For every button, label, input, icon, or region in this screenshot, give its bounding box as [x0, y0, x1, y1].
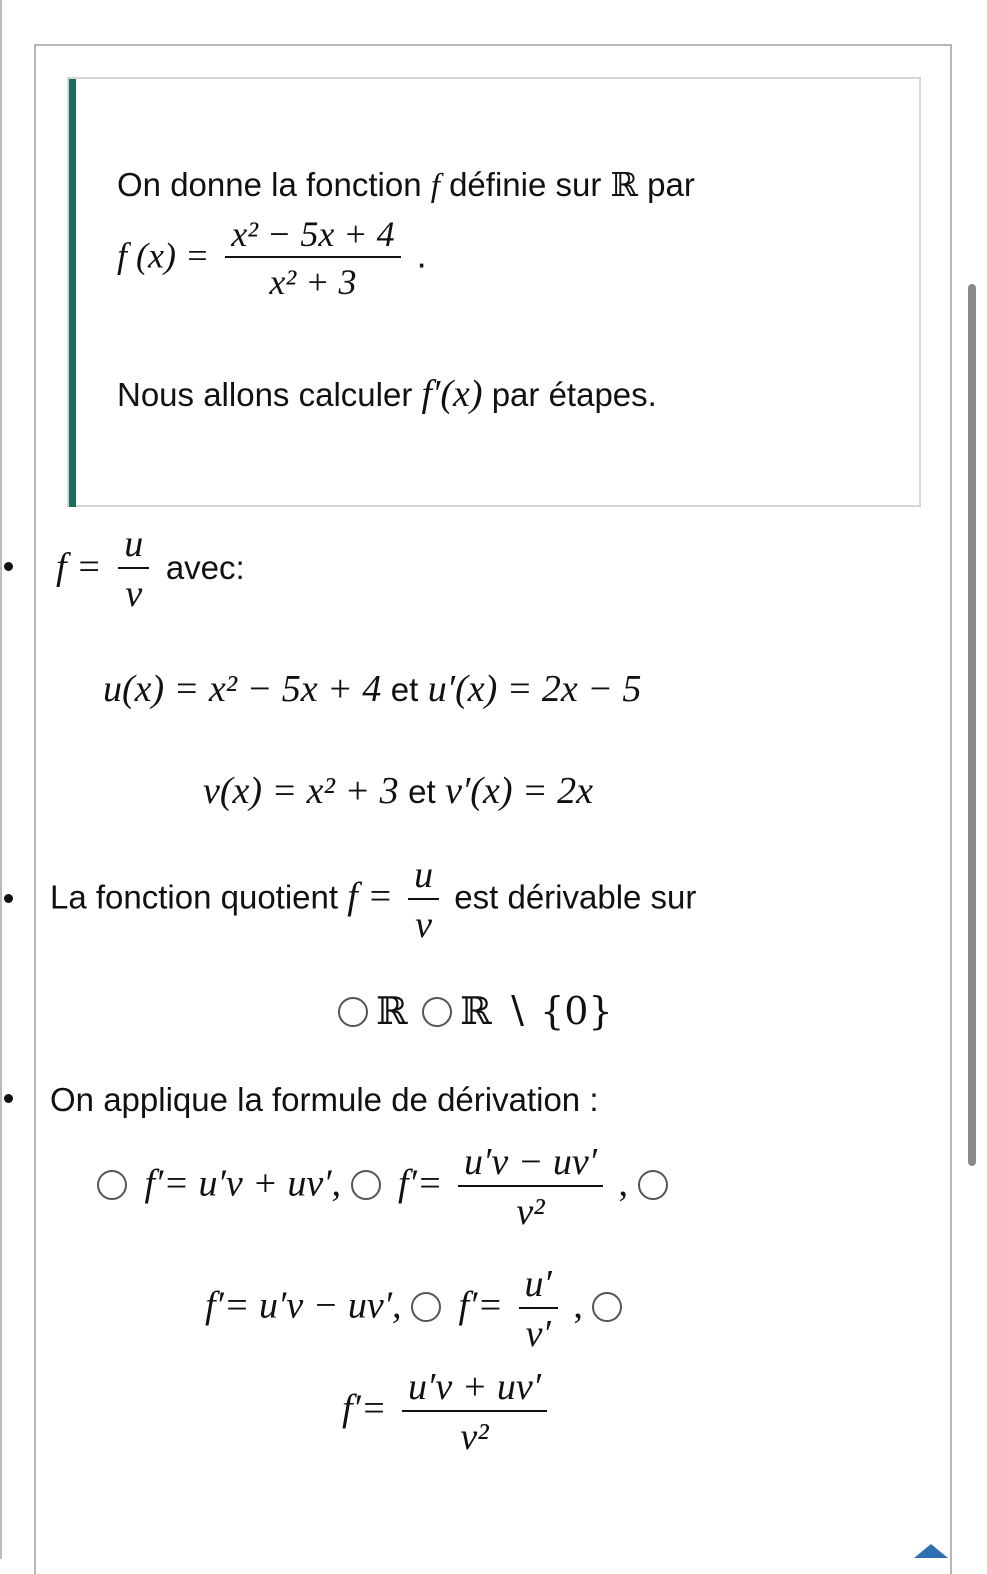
formula-5-num: u′v + uv′ — [408, 1366, 542, 1408]
radio-formula-1[interactable] — [97, 1170, 127, 1200]
step2-den: v — [408, 898, 439, 944]
intro-text-3: par — [647, 166, 695, 203]
formula-5-lhs: f′= — [342, 1387, 387, 1430]
bullet-3 — [4, 1094, 13, 1103]
step2-options — [338, 989, 613, 1033]
page-left-border — [0, 0, 2, 1559]
step3-text: On applique la formule de dérivation : — [50, 1081, 599, 1118]
def-lhs: f (x) = — [117, 235, 210, 276]
bullet-2 — [4, 894, 13, 903]
step1-header — [56, 525, 245, 613]
radio-formula-4[interactable] — [411, 1292, 441, 1322]
u-expression: u(x) = x² − 5x + 4 — [103, 668, 382, 710]
radio-formula-2[interactable] — [351, 1170, 381, 1200]
def-period: . — [416, 234, 427, 276]
radio-option-R[interactable] — [338, 997, 368, 1027]
option-R-label: ℝ — [376, 989, 408, 1033]
step2-fraction — [408, 856, 439, 944]
radio-formula-5[interactable] — [592, 1292, 622, 1322]
intro-set-R: ℝ — [610, 165, 638, 204]
step2-text: La fonction quotient — [50, 878, 339, 916]
intro-line-3 — [117, 375, 657, 413]
step1-v-line — [203, 772, 593, 810]
formula-2-lhs: f′= — [398, 1162, 443, 1205]
comma-1: , — [618, 1162, 629, 1205]
formula-3: f′= u′v − uv′, — [205, 1284, 402, 1327]
step1-num: u — [124, 523, 144, 565]
intro-definition — [117, 216, 427, 300]
option-R-minus-0-label: ℝ ∖ {0} — [460, 989, 613, 1033]
v-prime-expression: v′(x) = 2x — [445, 770, 593, 812]
formula-2-fraction — [458, 1143, 603, 1231]
step1-fraction — [118, 525, 149, 613]
radio-formula-3[interactable] — [638, 1170, 668, 1200]
step1-u-line — [103, 670, 641, 708]
step1-den: v — [118, 567, 149, 613]
bullet-1 — [4, 562, 13, 571]
formula-row-1 — [97, 1143, 676, 1231]
formula-row-3 — [342, 1368, 553, 1456]
intro-text-2: définie sur — [449, 166, 602, 203]
step1-lhs: f = — [56, 546, 102, 589]
v-expression: v(x) = x² + 3 — [203, 770, 399, 812]
formula-2-num: u′v − uv′ — [464, 1141, 598, 1183]
intro-text-5: par étapes. — [491, 376, 657, 413]
formula-2-den: v² — [458, 1185, 603, 1231]
et-2: et — [408, 773, 436, 810]
formula-4-num: u′ — [524, 1263, 552, 1305]
step2-text2: est dérivable sur — [454, 878, 697, 916]
formula-4-fraction — [519, 1265, 558, 1353]
formula-1: f′= u′v + uv′, — [144, 1162, 342, 1205]
scrollbar[interactable] — [968, 284, 976, 1166]
step2-line — [50, 856, 696, 944]
def-denominator: x² + 3 — [225, 256, 400, 300]
intro-text-1: On donne la fonction — [117, 166, 422, 203]
step1-avec: avec: — [165, 549, 245, 587]
intro-line-1 — [117, 165, 695, 204]
radio-option-R-minus-0[interactable] — [422, 997, 452, 1027]
comma-2: , — [573, 1284, 583, 1327]
card-accent-bar — [69, 79, 76, 507]
intro-fprime: f′(x) — [421, 373, 483, 415]
step2-num: u — [414, 854, 434, 896]
formula-4-den: v′ — [519, 1307, 558, 1353]
formula-5-fraction — [402, 1368, 547, 1456]
u-prime-expression: u′(x) = 2x − 5 — [427, 668, 642, 710]
formula-5-den: v² — [402, 1410, 547, 1456]
step2-lhs: f = — [347, 875, 393, 918]
def-numerator: x² − 5x + 4 — [231, 214, 395, 254]
intro-text-4: Nous allons calculer — [117, 376, 413, 413]
et-1: et — [390, 671, 419, 708]
formula-4-lhs: f′= — [458, 1284, 504, 1327]
intro-var-f: f — [430, 168, 440, 204]
collapse-arrow-icon[interactable] — [914, 1544, 948, 1558]
formula-row-2 — [205, 1265, 630, 1353]
def-fraction — [225, 216, 400, 300]
